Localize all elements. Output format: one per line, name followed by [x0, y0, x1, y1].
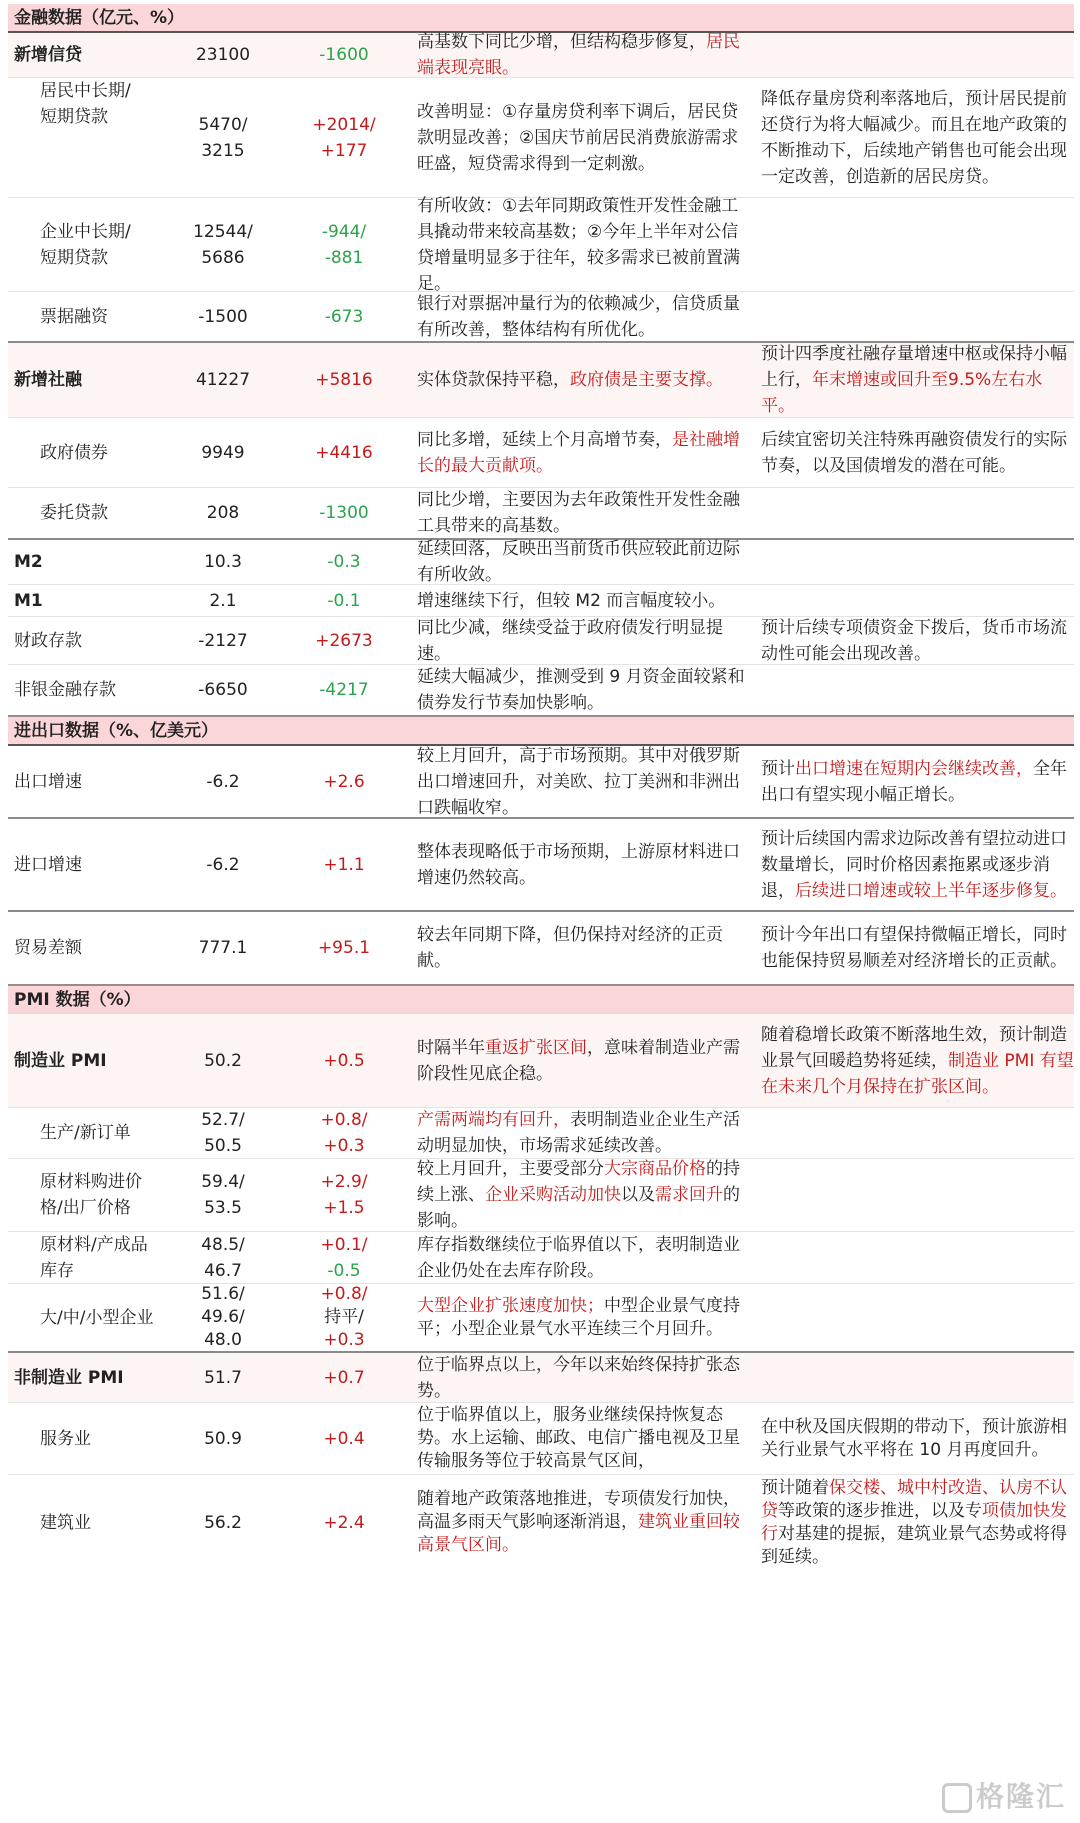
value-line: 59.4/: [201, 1172, 245, 1192]
text-segment: 较上月回升，主要受部分: [417, 1159, 604, 1179]
change-line: -944/: [321, 221, 367, 242]
text-segment: 后续宜密切关注特殊再融资债发行的实际节奏，以及国债增发的潜在可能。: [761, 429, 1067, 476]
value-line: 46.7: [204, 1260, 242, 1281]
indicator-name: M2: [14, 552, 43, 572]
rich-text: [417, 193, 753, 297]
indicator-description: [415, 1353, 757, 1402]
highlight-text: 企业采购活动加快: [485, 1185, 621, 1205]
rich-text: [417, 743, 753, 821]
indicator-change: +0.7: [323, 1367, 365, 1388]
text-segment: 较去年同期下降，但仍保持对经济的正贡献。: [417, 925, 723, 971]
indicator-description: [415, 1232, 757, 1283]
indicator-outlook: [757, 1475, 1074, 1570]
highlight-text: 项债加快发行: [761, 1500, 1067, 1544]
text-segment: 随着稳增长政策不断落地生效，预计制造业景气回暖趋势将延续，: [761, 1024, 1067, 1071]
table-row: [8, 1014, 1074, 1108]
highlight-text: 居民端表现亮眼。: [417, 32, 740, 78]
name-line: 企业中长期/: [40, 221, 131, 242]
table-row: [8, 1232, 1074, 1284]
indicator-change: +5816: [315, 370, 373, 390]
change-line: +0.1/: [320, 1234, 368, 1255]
rich-text: [761, 341, 1074, 419]
indicator-description: [415, 78, 757, 197]
indicator-description: [415, 1108, 757, 1158]
indicator-name: 新增社融: [14, 370, 82, 390]
indicator-description: [415, 1159, 757, 1231]
highlight-text: 产需两端均有回升，: [417, 1110, 570, 1130]
text-segment: 较上月回升，高于市场预期。其中对俄罗斯出口增速回升，对美欧、拉丁美洲和非洲出口跌幅收窄。: [417, 745, 740, 818]
text-segment: 实体贷款保持平稳，: [417, 370, 570, 390]
indicator-change: [273, 1284, 415, 1351]
indicator-name: [8, 198, 173, 291]
watermark-text: 格隆汇: [975, 1780, 1066, 1813]
table-row: [8, 418, 1074, 488]
rich-text: [761, 1022, 1074, 1100]
indicator-value: 41227: [195, 370, 251, 390]
table-row: [8, 912, 1074, 984]
name-line: 居民中长期/: [40, 81, 131, 101]
indicator-name: 生产/新订单: [40, 1123, 131, 1143]
table-row: [8, 488, 1074, 540]
text-segment: 预计后续专项债资金下拨后，货币市场流动性可能会出现改善。: [761, 617, 1067, 664]
indicator-change: -0.3: [327, 552, 361, 572]
indicator-description: [415, 617, 757, 664]
indicator-value: [173, 1284, 273, 1351]
text-segment: 在中秋及国庆假期的带动下，预计旅游相关行业景气水平将在 10 月再度回升。: [761, 1416, 1067, 1460]
text-segment: 的持续上涨、: [417, 1159, 740, 1205]
indicator-outlook: [757, 912, 1074, 984]
table-row: [8, 746, 1074, 819]
indicator-change: +0.4: [323, 1428, 365, 1449]
indicator-description: [415, 343, 757, 417]
indicator-value: [173, 78, 273, 197]
text-segment: 银行对票据冲量行为的依赖减少，信贷质量有所改善，整体结构有所优化。: [417, 293, 740, 340]
indicator-outlook: [757, 418, 1074, 487]
indicator-value: 51.7: [204, 1367, 242, 1388]
value-line: 50.5: [204, 1136, 242, 1156]
change-line: -881: [324, 247, 364, 268]
name-line: 短期贷款: [40, 247, 108, 268]
text-segment: 增速继续下行，但较 M2 而言幅度较小。: [417, 590, 726, 611]
table-row: [8, 1108, 1074, 1159]
watermark-logo-icon: [942, 1783, 972, 1813]
text-segment: 预计今年出口有望保持微幅正增长，同时也能保持贸易顺差对经济增长的正贡献。: [761, 925, 1067, 971]
indicator-outlook: [757, 1284, 1074, 1351]
text-segment: 预计: [761, 758, 795, 779]
highlight-text: 重返扩张区间: [485, 1037, 587, 1058]
table-row: [8, 665, 1074, 715]
highlight-text: 出口增速在短期内会继续改善，: [795, 758, 1033, 779]
highlight-text: 是社融增长的最大贡献项。: [417, 429, 740, 476]
name-line: 原材料/产成品: [40, 1234, 148, 1255]
indicator-value: 777.1: [198, 938, 248, 958]
rich-text: [417, 1352, 753, 1404]
indicator-change: +4416: [315, 442, 373, 463]
table-row: [8, 1475, 1074, 1570]
indicator-name: 财政存款: [14, 630, 82, 651]
table-row: [8, 1284, 1074, 1353]
rich-text: [417, 1107, 753, 1159]
indicator-description: [415, 1403, 757, 1474]
text-segment: 库存指数继续位于临界值以下，表明制造业企业仍处在去库存阶段。: [417, 1234, 740, 1281]
text-segment: 的影响。: [417, 1185, 740, 1231]
indicator-value: -6.2: [206, 854, 240, 875]
indicator-name: 大/中/小型企业: [40, 1307, 154, 1328]
indicator-change: +0.5: [323, 1050, 365, 1071]
text-segment: 同比少减，继续受益于政府债发行明显提速。: [417, 617, 723, 664]
text-segment: 整体表现略低于市场预期，上游原材料进口增速仍然较高。: [417, 841, 740, 888]
rich-text: [417, 1156, 753, 1234]
indicator-outlook: [757, 488, 1074, 538]
text-segment: 预计随着: [761, 1477, 829, 1498]
indicator-outlook: [757, 292, 1074, 341]
text-segment: 随着地产政策落地推进，专项债发行加快，高温多雨天气影响逐渐消退，: [417, 1489, 740, 1532]
indicator-name: 新增信贷: [14, 45, 82, 65]
rich-text: [417, 536, 753, 588]
rich-text: [417, 615, 753, 667]
section-header-pmi: [8, 984, 1074, 1014]
indicator-change: [273, 198, 415, 291]
rich-text: [417, 839, 753, 891]
indicator-change: -4217: [319, 680, 369, 700]
rich-text: [417, 487, 753, 539]
indicator-outlook: [757, 1353, 1074, 1402]
text-segment: 对基建的提振，建筑业景气态势或将得到延续。: [761, 1523, 1067, 1567]
rich-text: [417, 1295, 753, 1341]
indicator-value: 9949: [201, 442, 245, 463]
indicator-value: -6.2: [206, 771, 240, 792]
indicator-value: 10.3: [204, 552, 242, 572]
indicator-outlook: [757, 746, 1074, 817]
table-row: [8, 78, 1074, 198]
indicator-outlook: [757, 78, 1074, 197]
rich-text: [761, 826, 1074, 904]
rich-text: [417, 664, 753, 716]
name-line: 短期贷款: [40, 107, 108, 127]
change-line: +2.9/: [320, 1172, 368, 1192]
rich-text: [417, 1232, 753, 1284]
indicator-description: [415, 912, 757, 984]
change-line: +0.3: [323, 1136, 365, 1156]
indicator-name: 进口增速: [14, 854, 82, 875]
indicator-value: [173, 1232, 273, 1283]
indicator-value: 2.1: [209, 590, 237, 611]
indicator-outlook: [757, 33, 1074, 77]
indicator-outlook: [757, 198, 1074, 291]
indicator-value: -1500: [198, 306, 248, 327]
rich-text: [417, 427, 753, 479]
indicator-name: [8, 1159, 173, 1231]
indicator-description: [415, 1284, 757, 1351]
change-line: +2014/: [312, 114, 376, 135]
indicator-name: 票据融资: [40, 306, 108, 327]
text-segment: 延续回落，反映出当前货币供应较此前边际有所收敛。: [417, 539, 740, 585]
indicator-change: [273, 78, 415, 197]
indicator-change: +1.1: [323, 854, 365, 875]
indicator-name: [8, 78, 173, 197]
section-title: 金融数据（亿元、%）: [14, 7, 185, 28]
table-row: [8, 1403, 1074, 1475]
value-line: 48.5/: [201, 1234, 245, 1255]
name-line: 格/出厂价格: [40, 1198, 131, 1218]
indicator-value: 50.2: [204, 1050, 242, 1071]
rich-text: [761, 1477, 1074, 1569]
indicator-outlook: [757, 585, 1074, 616]
indicator-description: [415, 585, 757, 616]
indicator-name: 制造业 PMI: [14, 1050, 107, 1071]
text-segment: 中型企业景气度持平；小型企业景气水平连续三个月回升。: [417, 1295, 740, 1339]
change-line: +1.5: [323, 1198, 365, 1218]
name-line: 原材料购进价: [40, 1172, 142, 1192]
text-segment: 高基数下同比少增，但结构稳步修复，: [417, 32, 706, 52]
value-line: 48.0: [204, 1330, 242, 1350]
indicator-value: -2127: [198, 630, 248, 651]
indicator-value: [173, 1108, 273, 1158]
macro-data-table: [8, 4, 1074, 1570]
name-line: 库存: [40, 1260, 74, 1281]
indicator-description: [415, 1014, 757, 1107]
indicator-outlook: [757, 617, 1074, 664]
indicator-name: 贸易差额: [14, 938, 82, 958]
indicator-change: -673: [324, 306, 364, 327]
rich-text: [417, 588, 725, 614]
highlight-text: 保交楼、城中村改造、认房不认贷: [761, 1477, 1067, 1521]
indicator-outlook: [757, 665, 1074, 715]
indicator-change: [273, 1108, 415, 1158]
value-line: 52.7/: [201, 1110, 245, 1130]
text-segment: 有所收敛：①去年同期政策性开发性金融工具撬动带来较高基数；②今年上半年对公信贷增量明显多于往年，较多需求已被前置满足。: [417, 195, 740, 294]
value-line: 53.5: [204, 1198, 242, 1218]
indicator-name: 政府债券: [40, 442, 108, 463]
rich-text: [761, 86, 1074, 190]
rich-text: [417, 922, 753, 974]
indicator-value: 23100: [195, 45, 251, 65]
table-row: [8, 540, 1074, 585]
text-segment: 全年出口有望实现小幅正增长。: [761, 758, 1067, 805]
rich-text: [417, 1488, 753, 1557]
rich-text: [761, 756, 1074, 808]
indicator-description: [415, 488, 757, 538]
highlight-text: 制造业 PMI 有望在未来几个月保持在扩张区间。: [761, 1050, 1074, 1097]
change-line: +177: [320, 140, 368, 161]
table-row: [8, 343, 1074, 418]
indicator-name: 服务业: [40, 1428, 91, 1449]
indicator-outlook: [757, 540, 1074, 584]
table-row: [8, 1353, 1074, 1403]
text-segment: 时隔半年: [417, 1037, 485, 1058]
indicator-name: 建筑业: [40, 1512, 91, 1533]
indicator-outlook: [757, 1232, 1074, 1283]
indicator-name: 出口增速: [14, 771, 82, 792]
rich-text: [417, 99, 753, 177]
rich-text: [761, 615, 1074, 667]
value-line: 5686: [201, 247, 245, 268]
rich-text: [417, 291, 753, 343]
indicator-name: 非银金融存款: [14, 680, 116, 700]
indicator-change: +2.6: [323, 771, 365, 792]
value-line: 5470/: [198, 114, 248, 135]
indicator-description: [415, 819, 757, 910]
table-row: [8, 617, 1074, 665]
indicator-value: 208: [206, 503, 240, 523]
indicator-change: +2.4: [323, 1512, 365, 1533]
change-line: +0.8/: [320, 1110, 368, 1130]
rich-text: [761, 427, 1074, 479]
table-row: [8, 33, 1074, 78]
indicator-description: [415, 292, 757, 341]
text-segment: 位于临界点以上，今年以来始终保持扩张态势。: [417, 1354, 740, 1401]
indicator-outlook: [757, 819, 1074, 910]
rich-text: [417, 367, 723, 393]
indicator-value: -6650: [198, 680, 248, 700]
indicator-description: [415, 1475, 757, 1570]
section-header-trade: [8, 715, 1074, 746]
text-segment: ，意味着制造业产需阶段性见底企稳。: [417, 1037, 740, 1084]
indicator-outlook: [757, 1159, 1074, 1231]
change-line: +0.8/: [320, 1284, 368, 1304]
indicator-change: -0.1: [327, 590, 361, 611]
watermark: [942, 1775, 1066, 1815]
indicator-description: [415, 418, 757, 487]
text-segment: 降低存量房贷利率落地后，预计居民提前还贷行为将大幅减少。而且在地产政策的不断推动下，后续地产销售也可能会出现一定改善，创造新的居民房贷。: [761, 88, 1067, 187]
section-title: 进出口数据（%、亿美元）: [14, 720, 219, 741]
indicator-change: [273, 1159, 415, 1231]
rich-text: [417, 1035, 753, 1087]
text-segment: 改善明显：①存量房贷利率下调后，居民贷款明显改善；②国庆节前居民消费旅游需求旺盛，短贷需求得到一定刺激。: [417, 101, 739, 174]
change-line: 持平/: [324, 1307, 364, 1327]
indicator-name: M1: [14, 590, 43, 611]
indicator-outlook: [757, 343, 1074, 417]
text-segment: 位于临界值以上，服务业继续保持恢复态势。水上运输、邮政、电信广播电视及卫星传输服务等位于较高景气区间，: [417, 1405, 740, 1471]
indicator-value: 56.2: [204, 1512, 242, 1533]
indicator-description: [415, 665, 757, 715]
indicator-value: [173, 198, 273, 291]
value-line: 49.6/: [201, 1307, 245, 1327]
indicator-description: [415, 540, 757, 584]
rich-text: [761, 922, 1074, 974]
rich-text: [761, 1416, 1074, 1462]
table-row: [8, 585, 1074, 617]
text-segment: 以及: [621, 1185, 655, 1205]
table-row: [8, 292, 1074, 343]
value-line: 3215: [201, 140, 245, 161]
table-row: [8, 195, 1074, 294]
highlight-text: 大型企业扩张速度加快；: [417, 1295, 604, 1316]
change-line: +0.3: [323, 1330, 365, 1350]
text-segment: 同比少增，主要因为去年政策性开发性金融工具带来的高基数。: [417, 490, 740, 536]
text-segment: 延续大幅减少，推测受到 9 月资金面较紧和债券发行节奏加快影响。: [417, 667, 745, 713]
indicator-change: +95.1: [317, 938, 371, 958]
text-segment: 表明制造业企业生产活动明显加快，市场需求延续改善。: [417, 1110, 740, 1156]
indicator-change: -1600: [319, 45, 369, 65]
rich-text: [417, 1404, 753, 1473]
indicator-value: 50.9: [204, 1428, 242, 1449]
indicator-outlook: [757, 1014, 1074, 1107]
highlight-text: 建筑业重回较高景气区间。: [417, 1512, 740, 1555]
value-line: 51.6/: [201, 1284, 245, 1304]
indicator-description: [415, 195, 757, 294]
indicator-outlook: [757, 1108, 1074, 1158]
indicator-name: 非制造业 PMI: [14, 1367, 124, 1388]
indicator-change: +2673: [315, 630, 373, 651]
highlight-text: 年末增速或回升至9.5%左右水平。: [761, 370, 1043, 416]
table-row: [8, 819, 1074, 912]
highlight-text: 政府债是主要支撑。: [570, 370, 723, 390]
indicator-value: [173, 1159, 273, 1231]
indicator-description: [415, 746, 757, 817]
text-segment: 同比多增，延续上个月高增节奏，: [417, 429, 672, 450]
indicator-name: 委托贷款: [40, 503, 108, 523]
text-segment: 预计后续国内需求边际改善有望拉动进口数量增长，同时价格因素拖累或逐步消退，: [761, 828, 1067, 901]
change-line: -0.5: [327, 1260, 361, 1281]
indicator-description: [415, 33, 757, 77]
indicator-change: -1300: [319, 503, 369, 523]
section-title: PMI 数据（%）: [14, 989, 141, 1010]
rich-text: [417, 29, 753, 81]
value-line: 12544/: [193, 221, 253, 242]
table-row: [8, 1159, 1074, 1232]
highlight-text: 需求回升: [655, 1185, 723, 1205]
indicator-outlook: [757, 1403, 1074, 1474]
text-segment: 等政策的逐步推进，以及专: [778, 1500, 982, 1521]
indicator-name: [8, 1232, 173, 1283]
highlight-text: 大宗商品价格: [604, 1159, 706, 1179]
text-segment: 预计四季度社融存量增速中枢或保持小幅上行，: [761, 344, 1067, 390]
highlight-text: 后续进口增速或较上半年逐步修复。: [795, 880, 1067, 901]
indicator-change: [273, 1232, 415, 1283]
